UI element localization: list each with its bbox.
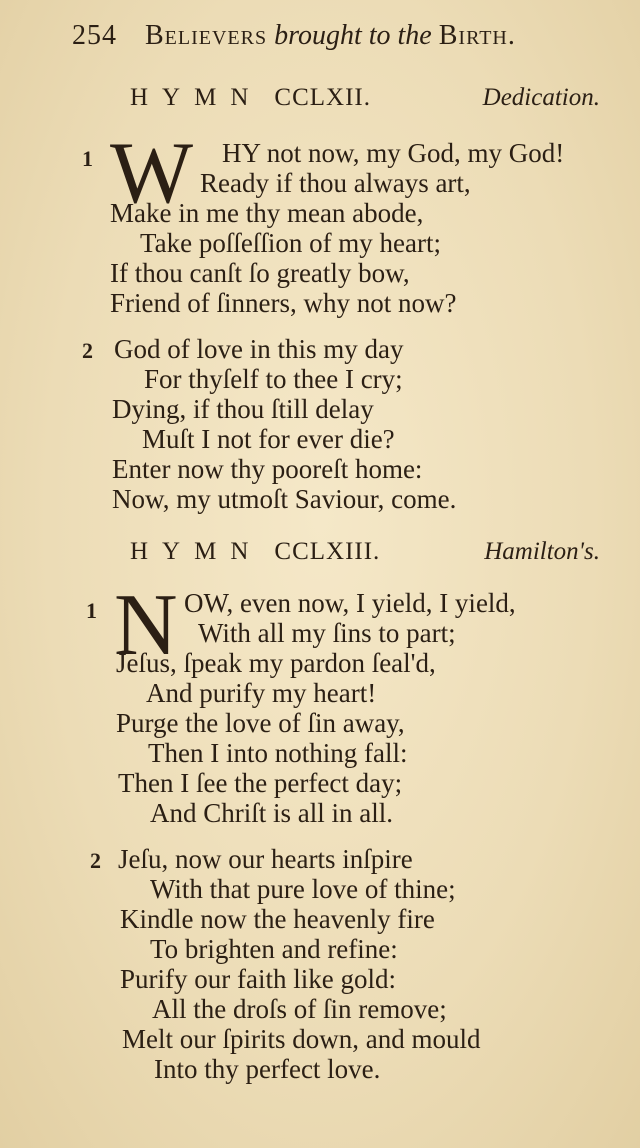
verse-line: All the droſs of ſin remove; xyxy=(152,994,447,1024)
running-head xyxy=(72,20,612,52)
verse-line: To brighten and refine: xyxy=(150,934,398,964)
verse-line: Make in me thy mean abode, xyxy=(110,198,424,228)
verse-line: HY not now, my God, my God! xyxy=(222,138,565,168)
verse-line: With that pure love of thine; xyxy=(150,874,456,904)
hymn-tune: Hamilton's. xyxy=(484,538,600,565)
stanza-number: 1 xyxy=(86,598,97,623)
hymn-title xyxy=(130,84,600,112)
verse-line: Ready if thou always art, xyxy=(200,168,471,198)
verse-line: Jeſu, now our hearts inſpire xyxy=(118,844,413,874)
hymn-number: CCLXIII. xyxy=(274,538,381,565)
verse-line: Now, my utmoſt Saviour, come. xyxy=(112,484,457,514)
stanza-number: 2 xyxy=(90,848,101,873)
verse-line: Then I into nothing fall: xyxy=(148,738,408,768)
verse-line: And Chriſt is all in all. xyxy=(150,798,393,828)
verse-line: Then I ſee the perfect day; xyxy=(118,768,403,798)
verse-line: Purify our faith like gold: xyxy=(120,964,396,994)
running-head-title-end: Birth. xyxy=(438,20,516,51)
verse-line: God of love in this my day xyxy=(114,334,404,364)
stanza-number: 1 xyxy=(82,146,93,171)
stanza-number: 2 xyxy=(82,338,93,363)
verse-line: Melt our ſpirits down, and mould xyxy=(122,1024,481,1054)
verse-line: Take poſſeſſion of my heart; xyxy=(140,228,442,258)
hymn-word: HYMN xyxy=(130,84,263,111)
hymn-title xyxy=(130,538,600,566)
hymn-tune: Dedication. xyxy=(482,84,600,111)
verse-line: Muſt I not for ever die? xyxy=(142,424,395,454)
verse-line: OW, even now, I yield, I yield, xyxy=(184,588,516,618)
verse-line: For thyſelf to thee I cry; xyxy=(144,364,403,394)
verse-line: Jeſus, ſpeak my pardon ſeal'd, xyxy=(116,648,436,678)
verse-line: With all my ſins to part; xyxy=(198,618,456,648)
verse-line: And purify my heart! xyxy=(146,678,377,708)
verse-line: Into thy perfect love. xyxy=(154,1054,381,1084)
running-head-title-italic: brought to the xyxy=(274,20,432,51)
verse-line: If thou canſt ſo greatly bow, xyxy=(110,258,410,288)
drop-cap: W xyxy=(110,125,194,222)
verse-line: Kindle now the heavenly fire xyxy=(120,904,435,934)
verse-line: Enter now thy pooreſt home: xyxy=(112,454,423,484)
page-number: 254 xyxy=(72,20,117,51)
verse-line: Friend of ſinners, why not now? xyxy=(110,288,457,318)
hymn-number: CCLXII. xyxy=(274,84,371,111)
running-head-title-start: Believers xyxy=(145,20,268,51)
drop-cap: N xyxy=(114,577,178,674)
hymn-word: HYMN xyxy=(130,538,263,565)
verse-line: Dying, if thou ſtill delay xyxy=(112,394,374,424)
verse-line: Purge the love of ſin away, xyxy=(116,708,405,738)
